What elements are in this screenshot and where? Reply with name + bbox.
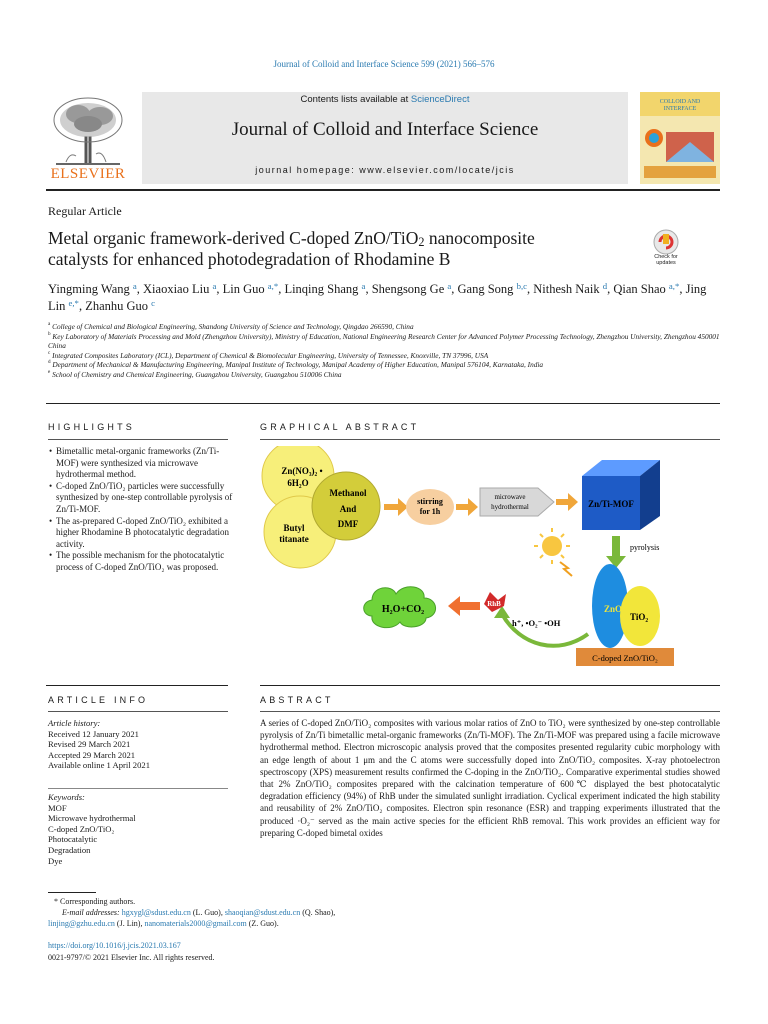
tio2-label: TiO₂ (630, 612, 649, 622)
email-owner: (Z. Guo). (248, 919, 279, 928)
sciencedirect-link[interactable]: ScienceDirect (410, 94, 470, 105)
affiliation (48, 351, 720, 361)
journal-title: Journal of Colloid and Interface Science (231, 119, 539, 140)
email-link[interactable]: linjing@gzhu.edu.cn (48, 919, 115, 928)
arrow-2-icon (456, 498, 478, 516)
abstract-heading: ABSTRACT (260, 695, 334, 705)
journal-banner (142, 92, 628, 184)
cover-image-icon (640, 92, 720, 184)
affiliation-mark: a (48, 321, 51, 327)
elsevier-tree-icon (46, 92, 130, 168)
author-affil-mark[interactable]: a (361, 281, 366, 291)
email-owner: (L. Guo), (192, 908, 223, 917)
author[interactable]: Gang Song (457, 282, 514, 296)
corresponding-footnote: * Corresponding authors. E-mail addresses: hgxygl@sdust.edu.cn (L. Guo), shaoqian@sdust.edu.cn (Q. Shao), linjing@gzhu.edu.cn (J. Lin), nanomaterials2000@gmail.com (Z. Guo). (48, 897, 336, 928)
email-owner: (Q. Shao), (302, 908, 336, 917)
author[interactable]: Zhanhu Guo (85, 299, 149, 313)
rhb-label: RhB (487, 600, 501, 608)
history-item: Received 12 January 2021 (48, 728, 139, 739)
svg-text:INTERFACE: INTERFACE (663, 106, 697, 112)
author-affil-mark[interactable]: a (212, 281, 217, 291)
author[interactable]: Shengsong Ge (371, 282, 445, 296)
affiliation-text: School of Chemistry and Chemical Engineering, Guangzhou University, Guangzhou 510006 China (52, 369, 342, 379)
species-label: h⁺, •O₂⁻ •OH (512, 618, 561, 628)
highlight-item: • The possible mechanism for the photocatalytic process of C-doped ZnO/TiO₂ was proposed. (56, 550, 238, 573)
methanol-label-3: DMF (337, 519, 359, 529)
author[interactable]: Qian Shao (613, 282, 666, 296)
affiliations (48, 322, 720, 380)
author-affil-mark[interactable]: c (151, 298, 156, 308)
svg-text:COLLOID AND: COLLOID AND (659, 99, 701, 105)
product-label: C-doped ZnO/TiO₂ (592, 653, 658, 663)
author-affil-mark[interactable]: a,* (668, 281, 680, 291)
article-title: Metal organic framework-derived C-doped ZnO/TiO$_2$ nanocomposite catalysts for enhanced photodegradation of Rhodamine B (48, 228, 535, 269)
author[interactable]: Linqing Shang (284, 282, 359, 296)
cloud-label: H₂O+CO₂ (381, 604, 425, 615)
keyword-item: MOF (48, 802, 67, 813)
affiliation (48, 322, 720, 332)
butyl-label-1: Butyl (283, 523, 305, 533)
doi-link[interactable]: https://doi.org/10.1016/j.jcis.2021.03.167 (48, 941, 181, 950)
email-link[interactable]: hgxygl@sdust.edu.cn (121, 908, 191, 917)
author-affil-mark[interactable]: d (602, 281, 608, 291)
zn-nitrate-label-1: Zn(NO₃)₂ • (281, 466, 323, 476)
history-item: Available online 1 April 2021 (48, 760, 150, 771)
author-affil-mark[interactable]: a (447, 281, 452, 291)
arrow-1-icon (384, 498, 408, 516)
highlight-item: • Bimetallic metal-organic frameworks (Zn/Ti-MOF) were synthesized via microwave hydrothermal method. (56, 446, 238, 481)
email-link[interactable]: nanomaterials2000@gmail.com (144, 919, 247, 928)
elsevier-logo (46, 92, 130, 184)
affiliation-text: College of Chemical and Biological Engineering, Shandong University of Science and Technology, Qingdao 266590, China (52, 322, 414, 331)
methanol-label-2: And (339, 504, 357, 514)
email-link[interactable]: shaoqian@sdust.edu.cn (224, 908, 301, 917)
affiliation (48, 370, 720, 380)
author[interactable]: Xiaoxiao Liu (143, 282, 210, 296)
check-for-updates-badge[interactable] (648, 228, 684, 268)
article-info-heading: ARTICLE INFO (48, 695, 149, 705)
keyword-item: Microwave hydrothermal (48, 813, 136, 824)
email-label: E-mail addresses: (62, 908, 120, 917)
mof-label: Zn/Ti-MOF (588, 499, 634, 509)
check-updates-icon (648, 228, 684, 256)
methanol-label-1: Methanol (329, 488, 367, 498)
keyword-item: Degradation (48, 844, 91, 855)
highlight-item: • The as-prepared C-doped ZnO/TiO₂ exhibited a higher Rhodamine B photocatalytic degradation activity. (56, 516, 238, 551)
highlight-item: • C-doped ZnO/TiO₂ particles were successfully synthesized by one-step controllable pyrolysis of Zn/Ti-MOF. (56, 481, 238, 516)
affiliation-mark: b (48, 330, 51, 337)
journal-citation[interactable]: Journal of Colloid and Interface Science 599 (2021) 566–576 (273, 59, 495, 69)
graphical-abstract-heading: GRAPHICAL ABSTRACT (260, 422, 420, 432)
affiliation-mark: d (48, 359, 51, 366)
journal-cover (640, 92, 720, 184)
badge-label: Check for updates (654, 254, 678, 266)
history-item: Revised 29 March 2021 (48, 739, 131, 750)
article-type: Regular Article (48, 204, 122, 218)
pyrolysis-arrow-icon (606, 536, 626, 568)
keywords (48, 792, 230, 866)
contents-available: Contents lists available at ScienceDirect (300, 94, 470, 105)
author[interactable]: Jing Lin (48, 282, 707, 313)
author-affil-mark[interactable]: b,c (516, 281, 528, 291)
abstract-text: A series of C-doped ZnO/TiO₂ composites with various molar ratios of ZnO to TiO₂ were synthesized by one-step controllable pyrolysis of Zn/Ti bimetallic metal-organic frameworks (Zn/Ti-MOF). The Zn/Ti-MOF was prepared using a facile microwave hydrothermal method. Electron microscopic analysis proved that the composites presented regularity cubic morphology with an edge length of about 1 μm and the C atoms were successfully doped into ZnO/TiO₂ composites. X-ray photoelectron spectroscopy (XPS) measurement results confirmed the C-doping in the ZnO/TiO₂. Comparative experimental studies showed that 2% ZnO/TiO₂ composites prepared with the calcination temperature of 600℃ displayed the best photocatalytic degradation efficiency (94%) of RhB under the simulated sunlight irradiation. Cyclical experiment indicated the high stability and reusability of 2% ZnO/TiO₂ composites. Electron spin resonance (ESR) and trapping experiments illustrated that the produced ·O₂⁻ served as the main active species for the efficient RhB removal. This work provides an efficient way for preparing C-doped bimetal oxides (260, 718, 720, 838)
affiliation-mark: e (48, 368, 51, 375)
affiliation-mark: c (48, 349, 51, 356)
article-history (48, 718, 230, 771)
stirring-label-1: stirring (417, 497, 443, 506)
microwave-label-1: microwave (494, 493, 526, 501)
pyrolysis-label: pyrolysis (630, 543, 660, 552)
keyword-item: Dye (48, 855, 63, 866)
author-affil-mark[interactable]: a (132, 281, 137, 291)
copyright: 0021-9797/© 2021 Elsevier Inc. All rights reserved. (48, 953, 215, 962)
affiliation-text: Department of Mechanical & Manufacturing Engineering, Manipal Institute of Technology, Manipal Academy of Higher Education, Manipal 576104, Karnataka, India (52, 360, 544, 370)
publisher-name: ELSEVIER (50, 166, 126, 182)
arrow-4-icon (448, 596, 480, 616)
history-label: Article history: (48, 718, 101, 728)
keyword-item: C-doped ZnO/TiO₂ (48, 823, 115, 834)
arrow-3-icon (556, 493, 578, 511)
author[interactable]: Lin Guo (222, 282, 265, 296)
zno-label: ZnO (604, 604, 623, 614)
author[interactable]: Nithesh Naik (533, 282, 600, 296)
stirring-label-2: for 1h (419, 507, 441, 516)
journal-homepage[interactable]: journal homepage: www.elsevier.com/locate/jcis (255, 165, 515, 175)
keyword-item: Photocatalytic (48, 834, 98, 845)
corresponding-label: Corresponding authors. (60, 897, 136, 906)
author-affil-mark[interactable]: e,* (68, 298, 79, 308)
email-owner: (J. Lin), (116, 919, 143, 928)
butyl-label-2: titanate (279, 534, 309, 544)
highlights-list (48, 446, 238, 574)
keywords-label: Keywords: (48, 792, 85, 802)
affiliation-text: Integrated Composites Laboratory (ICL), Department of Chemical & Biomolecular Engineering, University of Tennessee, Knoxville, TN 37996, USA (52, 350, 489, 360)
affiliation (48, 332, 720, 351)
affiliation (48, 360, 720, 370)
author-list: Yingming Wang $^a$, Xiaoxiao Liu $^a$, Lin Guo $^{a,*}$, Linqing Shang $^a$, Shengsong Ge $^a$, Gang Song $^{b,c}$, Nithesh Naik $^d$, Qian Shao $^{a,*}$, Jing Lin $^{e,*}$, Zhanhu Guo $^c$ (48, 281, 707, 313)
graphical-abstract-svg (258, 446, 686, 672)
affiliation-text: Key Laboratory of Materials Processing and Mold (Zhengzhou University), Ministry of Education, National Engineering Research Center for Advanced Polymer Processing Technology, Zhengzhou University, Zhengzhou 450001 China (48, 331, 720, 351)
sun-icon (534, 528, 572, 576)
author-affil-mark[interactable]: a,* (267, 281, 279, 291)
author[interactable]: Yingming Wang (48, 282, 130, 296)
zn-nitrate-label-2: 6H₂O (287, 478, 309, 488)
graphical-abstract-figure (258, 446, 686, 672)
history-item: Accepted 29 March 2021 (48, 749, 136, 760)
microwave-label-2: hydrothermal (491, 503, 529, 511)
highlights-heading: HIGHLIGHTS (48, 422, 136, 432)
